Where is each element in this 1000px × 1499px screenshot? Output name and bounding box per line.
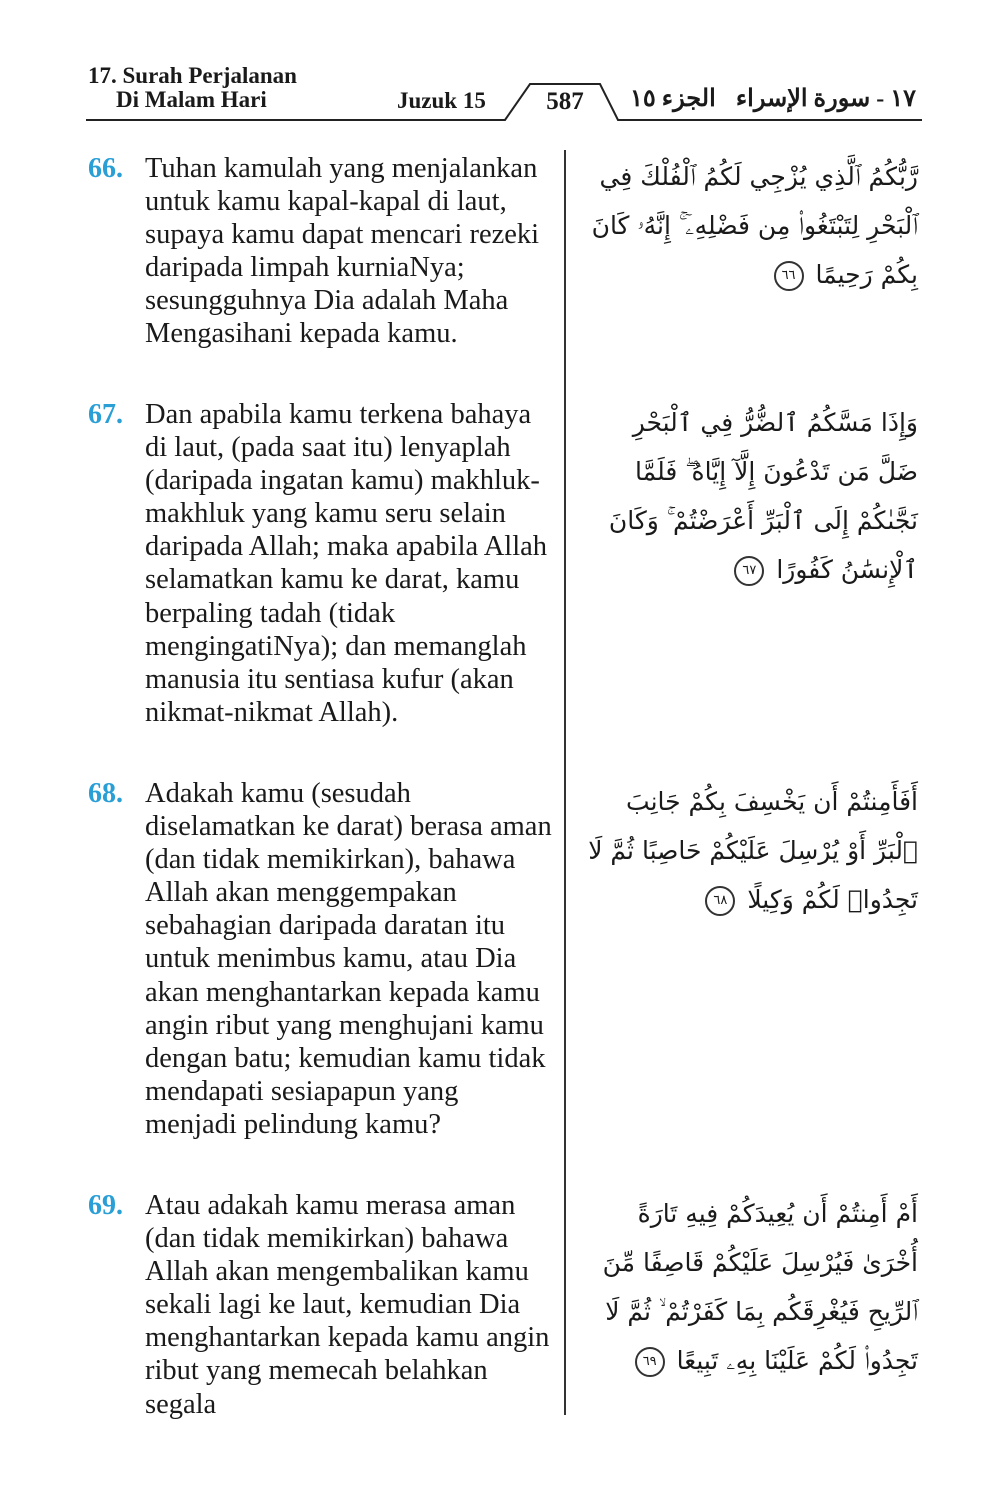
verse-end-marker: ٦٨ <box>705 886 735 916</box>
verse-arabic <box>588 398 918 594</box>
verse-translation: Adakah kamu (sesudah diselamatkan ke darat) berasa aman (dan tidak memikirkan), bahawa Allah akan menggempakan sebahagian daripada daratan itu untuk menimbus kamu, atau Dia akan menghantarkan kepada kamu angin ribut yang menghujani kamu dengan batu; kemudian kamu tidak mendapati sesiapapun yang menjadi pelindung kamu? <box>145 778 552 1140</box>
verse-end-marker: ٦٧ <box>734 556 764 586</box>
juz-label: Juzuk 15 <box>397 88 486 113</box>
verse-translation: Atau adakah kamu merasa aman (dan tidak memikirkan) bahawa Allah akan mengembalikan kamu sekali lagi ke laut, kemudian Dia menghantarkan kepada kamu angin ribut yang memecah belahkan segala <box>145 1190 550 1420</box>
verse-arabic <box>588 1189 918 1385</box>
verse-arabic <box>588 152 918 299</box>
verse-end-marker: ٦٦ <box>774 261 804 291</box>
surah-title-line2: Di Malam Hari <box>116 87 267 112</box>
verse-number: 68. <box>88 778 123 809</box>
verse-arabic-text: رَّبُّكُمُ ٱلَّذِي يُزْجِي لَكُمُ ٱلْفُلْكَ فِي ٱلْبَحْرِ لِتَبْتَغُوا۟ مِن فَضْلِهِۦٓ ۚ إِنَّهُۥ كَانَ بِكُمْ رَحِيمًا <box>591 162 918 289</box>
verse-arabic-text: وَإِذَا مَسَّكُمُ ٱلضُّرُّ فِي ٱلْبَحْرِ ضَلَّ مَن تَدْعُونَ إِلَّآ إِيَّاهُ ۖ فَلَمَّا نَجَّىٰكُمْ إِلَى ٱلْبَرِّ أَعْرَضْتُمْ ۚ وَكَانَ ٱلْإِنسَٰنُ كَفُورًا <box>608 408 918 584</box>
verse-number: 67. <box>88 399 123 430</box>
page-header <box>0 0 1000 130</box>
surah-title-arabic: ١٧ - سورة الإسراء <box>735 86 916 112</box>
verse-number: 66. <box>88 153 123 184</box>
juz-label-arabic: الجزء ١٥ <box>630 86 716 112</box>
verse-translation: Tuhan kamulah yang menjalankan untuk kamu kapal-kapal di laut, supaya kamu dapat mencari rezeki daripada limpah kurniaNya; sesungguhnya Dia adalah Maha Mengasihani kepada kamu. <box>145 153 540 350</box>
surah-title-line1: 17. Surah Perjalanan <box>88 63 297 88</box>
page-number: 587 <box>546 88 584 115</box>
verse-arabic-text: أَمْ أَمِنتُمْ أَن يُعِيدَكُمْ فِيهِ تَارَةً أُخْرَىٰ فَيُرْسِلَ عَلَيْكُمْ قَاصِفًا مِّنَ ٱلرِّيحِ فَيُغْرِقَكُم بِمَا كَفَرْتُمْ ۙ ثُمَّ لَا تَجِدُوا۟ لَكُمْ عَلَيْنَا بِهِۦ تَبِيعًا <box>602 1199 918 1375</box>
column-divider <box>564 150 566 1415</box>
verse-arabic <box>588 777 918 924</box>
verse-arabic-text: أَفَأَمِنتُمْ أَن يَخْسِفَ بِكُمْ جَانِبَ ٱلْبَرِّ أَوْ يُرْسِلَ عَلَيْكُمْ حَاصِبًا ثُمَّ لَا تَجِدُوا۟ لَكُمْ وَكِيلًا <box>588 787 918 914</box>
verse-number: 69. <box>88 1190 123 1221</box>
verse-end-marker: ٦٩ <box>635 1347 665 1377</box>
verse-translation: Dan apabila kamu terkena bahaya di laut, (pada saat itu) lenyaplah (daripada ingatan kamu) makhluk-makhluk yang kamu seru selain daripada Allah; maka apabila Allah selamatkan kamu ke darat, kamu berpaling tadah (tidak mengingatiNya); dan memanglah manusia itu sentiasa kufur (akan nikmat-nikmat Allah). <box>145 399 548 728</box>
